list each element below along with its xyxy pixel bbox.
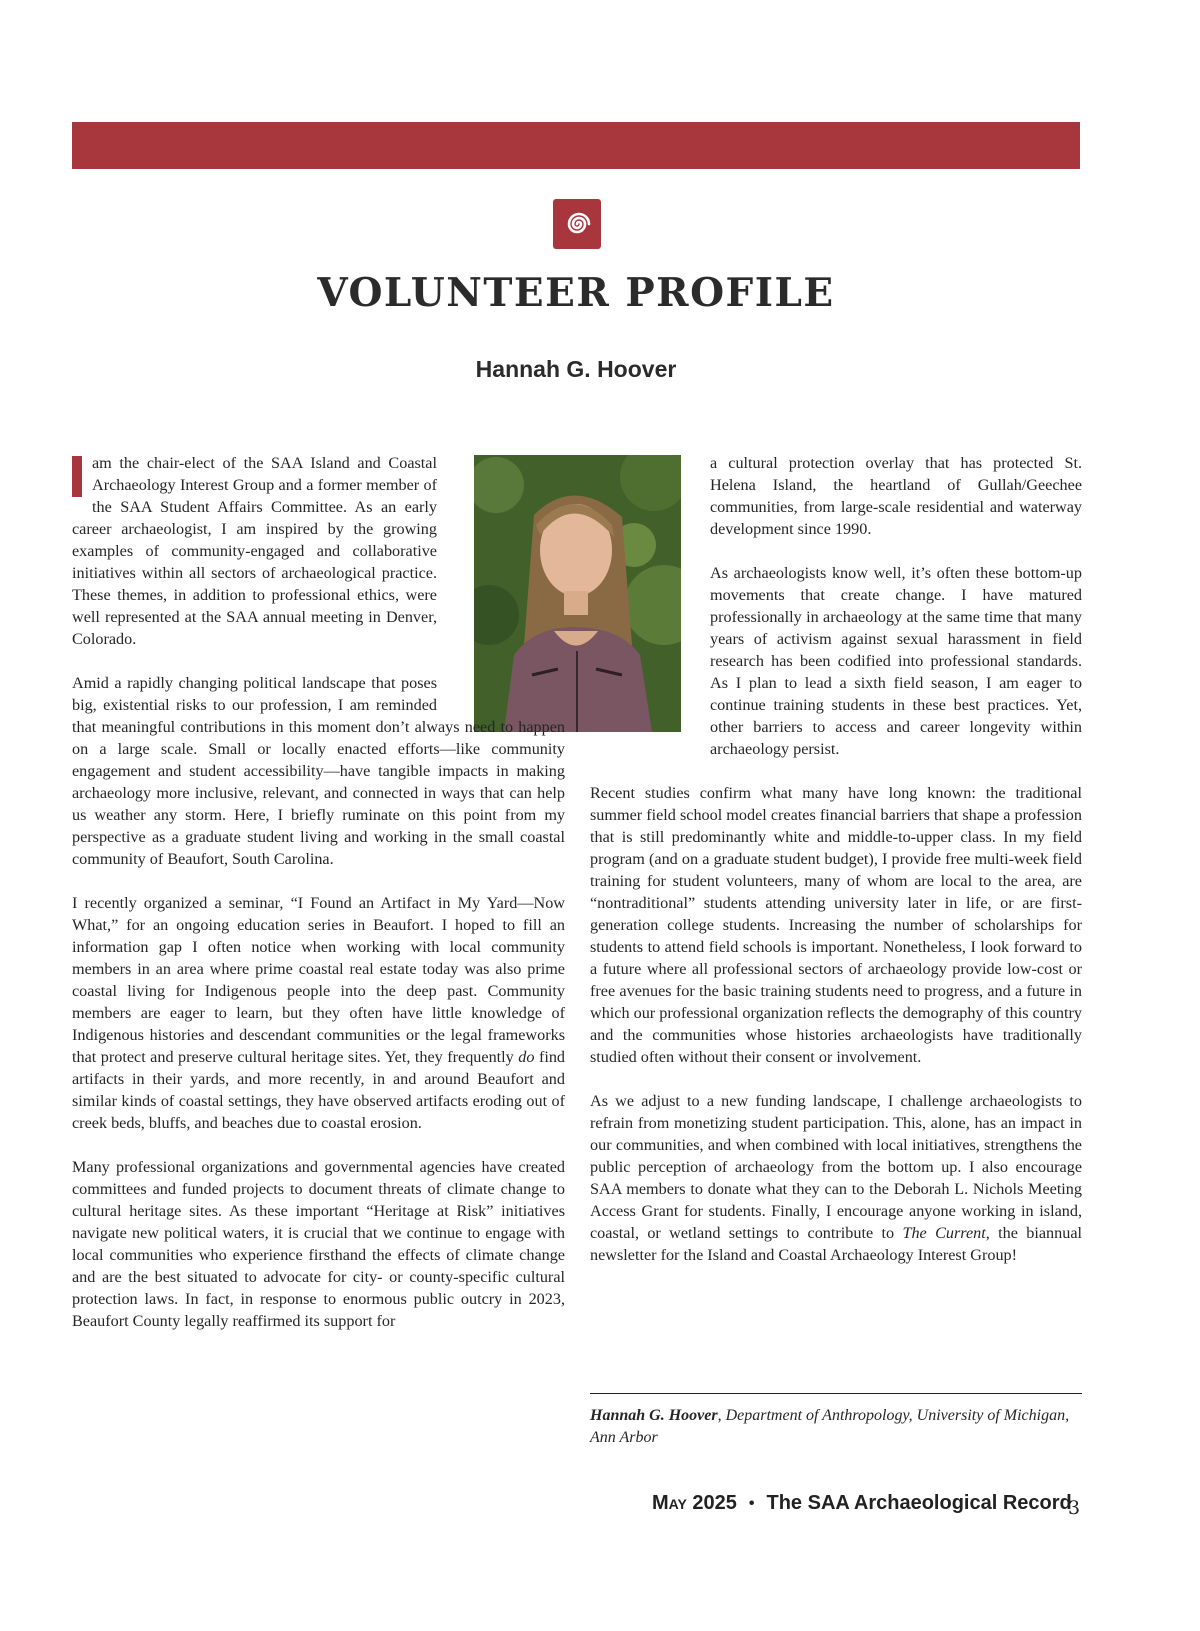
article-right-column xyxy=(590,452,1082,1266)
article-paragraph: Amid a rapidly changing political landscape that poses big, existential risks to our profession, I am reminded that meaningful contributions in this moment don’t always need to happen on a large scale. Small or locally enacted efforts—like community engagement and student accessibility—have tangible impacts in making archaeology more inclusive, relevant, and connected in ways that can help us weather any storm. Here, I briefly ruminate on this point from my perspective as a graduate student living and working in the small coastal community of Beaufort, South Carolina. xyxy=(72,674,565,868)
issue-date: May 2025 xyxy=(652,1492,737,1514)
article-left-column xyxy=(72,452,565,1332)
drop-cap-bar xyxy=(72,456,82,497)
article-paragraph: Many professional organizations and governmental agencies have created committees and funded projects to document threats of climate change to cultural heritage sites. As these important “Heritage at Risk” initiatives navigate new political waters, it is crucial that we continue to engage with local communities who experience firsthand the effects of climate change and are the best situated to advocate for city- or county-specific cultural protection laws. In fact, in response to enormous public outcry in 2023, Beaufort County legally reaffirmed its support for xyxy=(72,1158,565,1330)
page-footer xyxy=(652,1492,1072,1515)
article-paragraph: As archaeologists know well, it’s often these bottom-up movements that create change. I have matured professionally in archaeology at the same time that many years of activism against sexual harassment in field research has been codified into professional standards. As I plan to lead a sixth field season, I am eager to continue training students in these best practices. Yet, other barriers to access and career longevity within archaeology persist. xyxy=(710,564,1082,758)
author-name: Hannah G. Hoover xyxy=(475,356,677,382)
header-color-band xyxy=(72,122,1080,169)
article-paragraph: As we adjust to a new funding landscape, I challenge archaeologists to refrain from monetizing student participation. This, alone, has an impact in our communities, and when combined with local initiatives, strengthens the public perception of archaeology from the bottom up. I also encourage SAA members to donate what they can to the Deborah L. Nichols Meeting Access Grant for students. Finally, I encourage anyone working in island, coastal, or wetland settings to contribute to The Current, the biannual newsletter for the Island and Coastal Archaeology Interest Group! xyxy=(590,1092,1083,1264)
page-title: VOLUNTEER PROFILE xyxy=(317,270,835,316)
author-bio: Hannah G. Hoover, Department of Anthropology, University of Michigan, Ann Arbor xyxy=(590,1407,1070,1446)
article-paragraph: I recently organized a seminar, “I Found an Artifact in My Yard—Now What,” for an ongoing education series in Beaufort. I hoped to fill an information gap I often notice when working with local community members in an area where prime coastal real estate today was also prime coastal living for Indigenous people into the deep past. Community members are eager to learn, but they often have little knowledge of Indigenous histories and descendant communities or the legal frameworks that protect and preserve cultural heritage sites. Yet, they frequently do find artifacts in their yards, and more recently, in and around Beaufort and similar kinds of coastal settings, they have observed artifacts eroding out of creek beds, bluffs, and beaches due to coastal erosion. xyxy=(72,894,566,1132)
footer-bullet: • xyxy=(748,1494,755,1512)
spiral-logo-icon xyxy=(553,199,601,249)
article-paragraph: a cultural protection overlay that has protected St. Helena Island, the heartland of Gullah/Geechee communities, from large-scale residential and waterway development since 1990. xyxy=(710,454,1082,538)
article-paragraph: am the chair-elect of the SAA Island and Coastal Archaeology Interest Group and a former member of the SAA Student Affairs Committee. As an early career archaeologist, I am inspired by the growing examples of community-engaged and collaborative initiatives within all sectors of archaeological practice. These themes, in addition to professional ethics, were well represented at the SAA annual meeting in Denver, Colorado. xyxy=(72,454,437,648)
article-paragraph: Recent studies confirm what many have long known: the traditional summer field school model creates financial barriers that shape a profession that is still predominantly white and middle-to-upper class. In my field program (and on a graduate student budget), I provide free multi-week field training for student volunteers, many of whom are local to the area, are “nontraditional” students attending university later in life, or are first-generation college students. Increasing the number of scholarships for students to attend field schools is important. Nonetheless, I look forward to a future where all professional sectors of archaeology provide low-cost or free avenues for the basic training students need to progress, and a future in which our professional organization reflects the demography of this country and the communities whose histories archaeologists have traditionally studied often without their consent or involvement. xyxy=(590,784,1082,1066)
page-number: 3 xyxy=(1068,1497,1081,1519)
publication-name: The SAA Archaeological Record xyxy=(766,1492,1072,1514)
newsletter-title: The Current xyxy=(902,1224,986,1242)
bio-divider xyxy=(590,1393,1082,1394)
